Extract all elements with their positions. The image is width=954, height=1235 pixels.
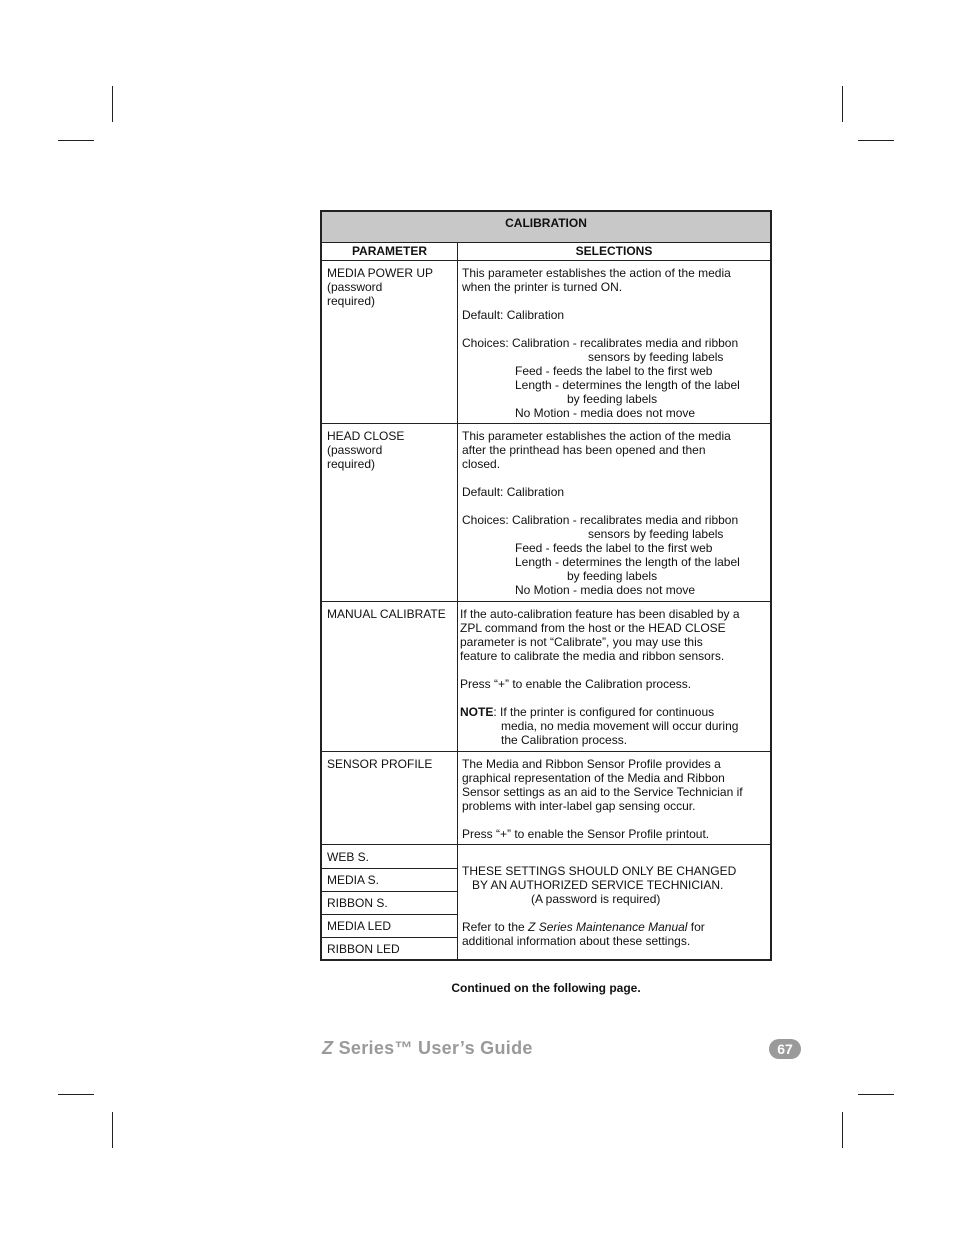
row-divider	[322, 891, 457, 892]
row-divider	[322, 844, 770, 845]
header-parameter: PARAMETER	[351, 244, 428, 258]
crop-mark	[112, 1112, 113, 1148]
note-line: NOTE: If the printer is configured for continuous	[460, 705, 715, 719]
row-divider	[322, 260, 770, 261]
row-divider	[322, 751, 770, 752]
param-ribbon-s: RIBBON S.	[327, 896, 388, 910]
calibration-table	[320, 210, 772, 961]
table-caption: CALIBRATION	[322, 212, 770, 243]
param-web-s: WEB S.	[327, 850, 370, 864]
param-ribbon-led: RIBBON LED	[327, 942, 400, 956]
page-number-badge: 67	[769, 1039, 801, 1059]
param-media-led: MEDIA LED	[327, 919, 392, 933]
refer-line: Refer to the Z Series Maintenance Manual for	[462, 920, 705, 934]
selection-manual-calibrate: If the auto-calibration feature has been disabled by a ZPL command from the host or the HEAD CLOSE parameter is not “Calibrate”, you may use this feature to calibrate the media and ribbon sensors. Press “+” to enable the Calibration process. NOTE: If the printer is configured for continuous media, no media movement will occur during the Calibration process.	[460, 607, 768, 747]
selection-head-close: This parameter establishes the action of the media after the printhead has been opened and then closed. Default: Calibration Choices: Calibration - recalibrates media and ribbon sensors by feeding labels Feed - feeds the label to the first web Length - determines the length of the label by feeding labels No Motion - media does not move	[462, 429, 740, 597]
param-media-s: MEDIA S.	[327, 873, 380, 887]
row-divider	[322, 868, 457, 869]
row-divider	[322, 423, 770, 424]
crop-mark	[112, 86, 113, 122]
param-manual-calibrate: MANUAL CALIBRATE	[327, 607, 446, 621]
manual-title: Z Series Maintenance Manual	[528, 920, 688, 934]
crop-mark	[58, 1094, 94, 1095]
service-settings-note: THESE SETTINGS SHOULD ONLY BE CHANGED BY AN AUTHORIZED SERVICE TECHNICIAN. (A password is required) Refer to the Z Series Maintenance Manual for additional information about these settings.	[462, 864, 770, 948]
header-selections: SELECTIONS	[575, 244, 653, 258]
crop-mark	[858, 1094, 894, 1095]
crop-mark	[842, 1112, 843, 1148]
crop-mark	[858, 140, 894, 141]
row-divider	[322, 601, 770, 602]
param-media-power-up: MEDIA POWER UP (password required)	[327, 266, 434, 308]
row-divider	[322, 937, 457, 938]
continued-note: Continued on the following page.	[451, 981, 641, 995]
crop-mark	[842, 86, 843, 122]
param-sensor-profile: SENSOR PROFILE	[327, 757, 433, 771]
selection-sensor-profile: The Media and Ribbon Sensor Profile provides a graphical representation of the Media and Ribbon Sensor settings as an aid to the Service Technician if problems with inter-label gap sensing occur. Press “+” to enable the Sensor Profile printout.	[462, 757, 743, 841]
crop-mark	[58, 140, 94, 141]
param-head-close: HEAD CLOSE (password required)	[327, 429, 405, 471]
footer-title: Z Series™ User’s Guide	[322, 1038, 533, 1058]
row-divider	[322, 914, 457, 915]
selection-media-power-up: This parameter establishes the action of the media when the printer is turned ON. Default: Calibration Choices: Calibration - recalibrates media and ribbon sensors by feeding labels Feed - feeds the label to the first web Length - determines the length of the label by feeding labels No Motion - media does not move	[462, 266, 740, 420]
